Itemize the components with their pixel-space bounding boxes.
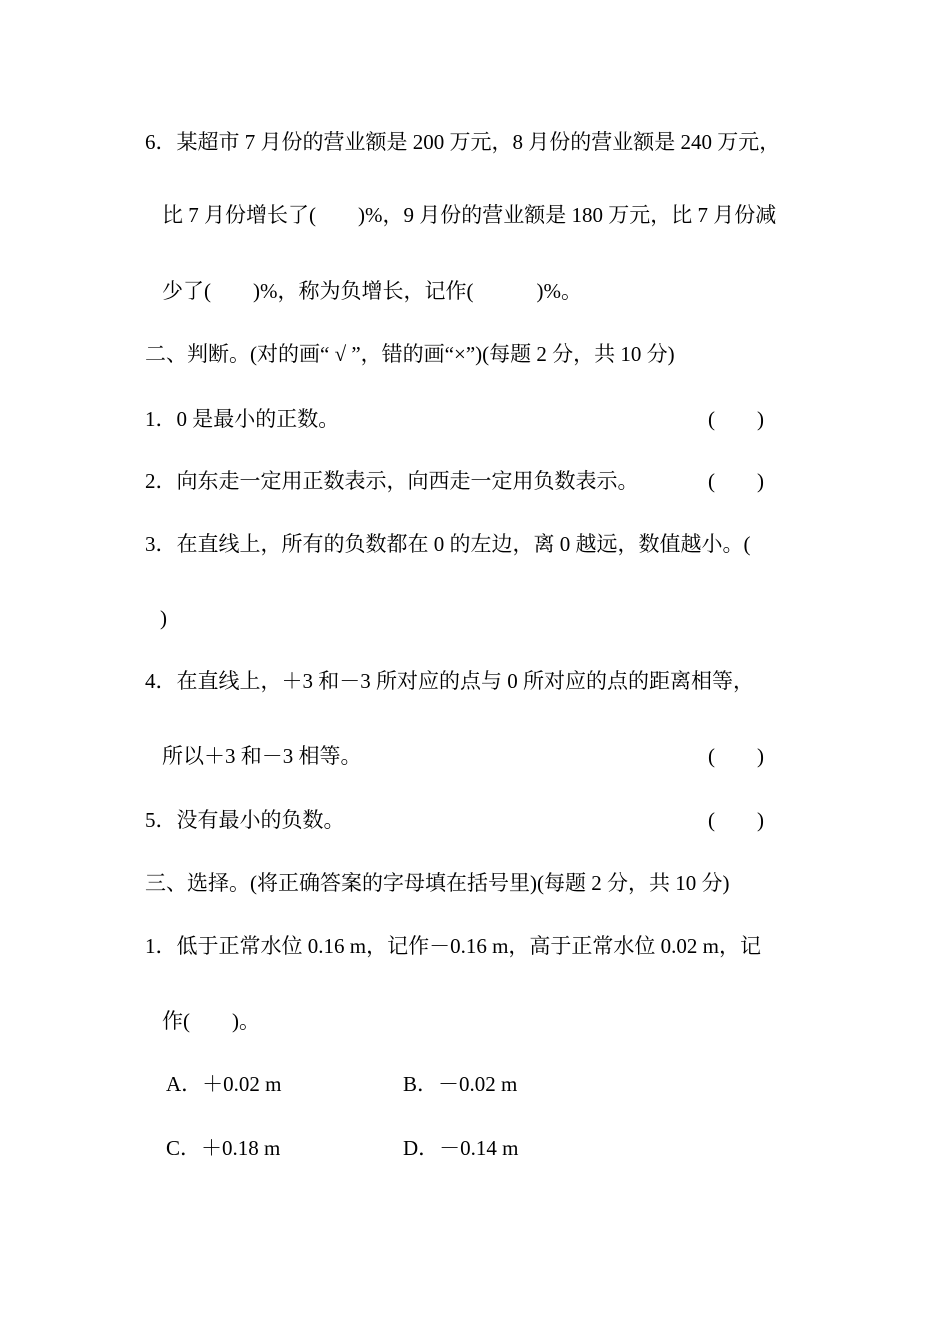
q6-line-1: 6．某超市 7 月份的营业额是 200 万元，8 月份的营业额是 240 万元， [145,130,781,154]
tf-item-1: 1．0 是最小的正数。 [145,407,340,431]
q6-line-3: 少了( )%，称为负增长，记作( )%。 [162,279,582,303]
q6-line-2: 比 7 月份增长了( )%，9 月份的营业额是 180 万元，比 7 月份减 [162,203,777,227]
tf-item-2: 2．向东走一定用正数表示，向西走一定用负数表示。 [145,469,639,493]
section3-heading: 三、选择。(将正确答案的字母填在括号里)(每题 2 分，共 10 分) [145,871,730,895]
tf-item-3: 3．在直线上，所有的负数都在 0 的左边，离 0 越远，数值越小。( [145,532,751,556]
tf-item-4-cont: 所以＋3 和－3 相等。 [162,744,362,768]
tf-item-2-answer[interactable]: ( ) [708,469,764,493]
mc-q1-line-1: 1．低于正常水位 0.16 m，记作－0.16 m，高于正常水位 0.02 m，记 [145,934,762,958]
mc-q1-option-b[interactable]: B．－0.02 m [403,1072,518,1096]
tf-item-3-close-paren[interactable]: ) [160,606,167,630]
tf-item-1-answer[interactable]: ( ) [708,407,764,431]
mc-q1-option-a[interactable]: A．＋0.02 m [166,1072,282,1096]
tf-item-5-answer[interactable]: ( ) [708,808,764,832]
mc-q1-option-c[interactable]: C．＋0.18 m [166,1136,281,1160]
tf-item-4-answer[interactable]: ( ) [708,744,764,768]
tf-item-5: 5．没有最小的负数。 [145,808,345,832]
tf-item-4: 4．在直线上，＋3 和－3 所对应的点与 0 所对应的点的距离相等， [145,669,754,693]
section2-heading: 二、判断。(对的画“ √ ”，错的画“×”)(每题 2 分，共 10 分) [145,342,675,366]
mc-q1-option-d[interactable]: D．－0.14 m [403,1136,519,1160]
mc-q1-line-2: 作( )。 [162,1009,260,1033]
